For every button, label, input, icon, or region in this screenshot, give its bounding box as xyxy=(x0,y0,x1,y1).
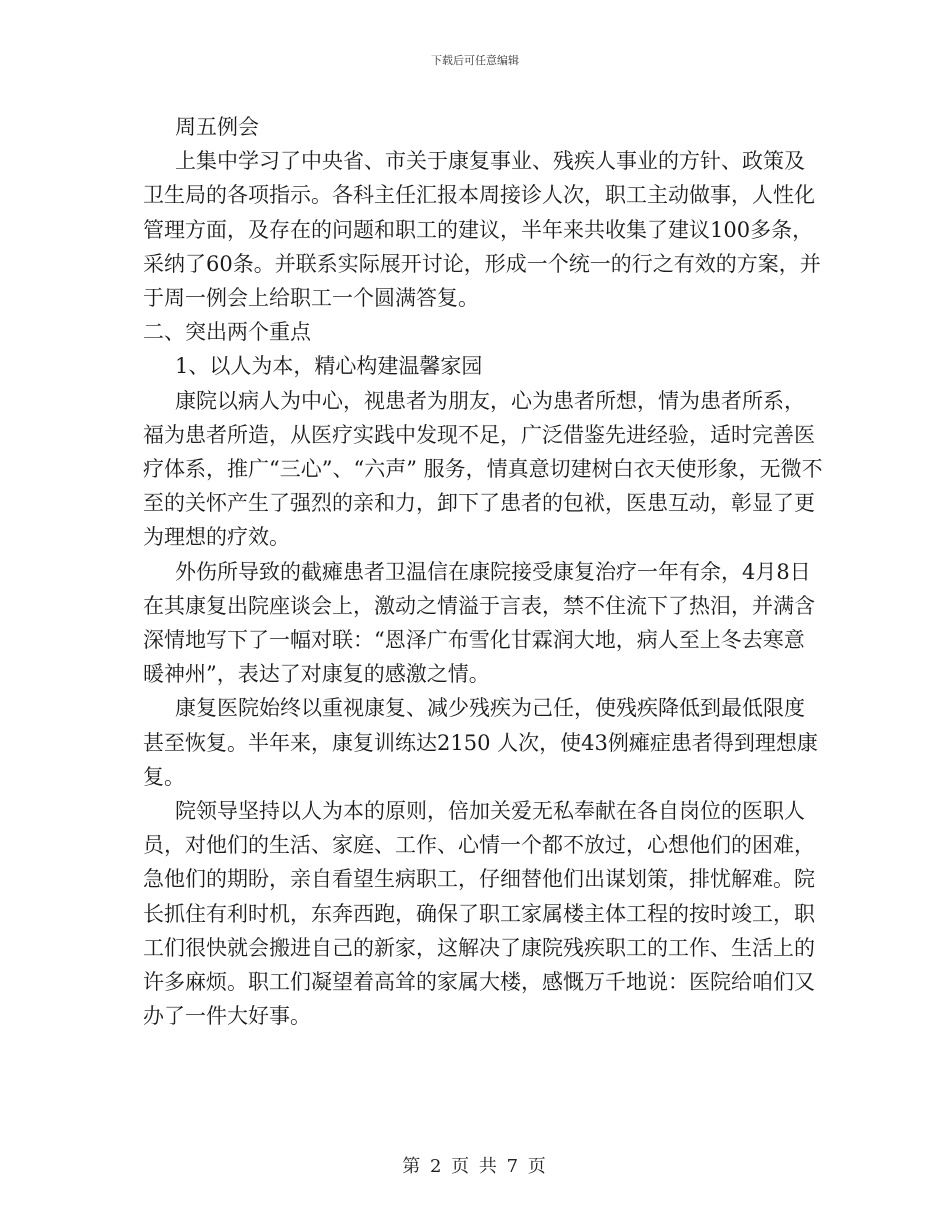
paragraph-patient-centered: 康院以病人为中心，视患者为朋友，心为患者所想，情为患者所系，福为患者所造，从医疗实践中发现不足，广泛借鉴先进经验，适时完善医疗体系，推广“三心”、“六声” 服务，情真意切建树白衣天使形象，无微不至的关怀产生了强烈的亲和力，卸下了患者的包袱，医患互动，彰显了更为理想的疗效。 xyxy=(143,388,823,550)
paragraph-staff-care: 院领导坚持以人为本的原则，倍加关爱无私奉献在各自岗位的医职人员，对他们的生活、家庭、工作、心情一个都不放过，心想他们的困难，急他们的期盼，亲自看望生病职工，仔细替他们出谋划策，排忧解难。院长抓住有利时机，东奔西跑，确保了职工家属楼主体工程的按时竣工，职工们很快就会搬进自己的新家，这解决了康院残疾职工的工作、生活上的许多麻烦。职工们凝望着高耸的家属大楼，感慨万千地说：医院给咱们又办了一件大好事。 xyxy=(143,799,815,1029)
page-number: 第 2 页 共 7 页 xyxy=(402,1156,548,1177)
section-title: 周五例会 xyxy=(175,115,259,139)
paragraph-meeting: 上集中学习了中央省、市关于康复事业、残疾人事业的方针、政策及卫生局的各项指示。各科主任汇报本周接诊人次，职工主动做事，人性化管理方面，及存在的问题和职工的建议，半年来共收集了建议100多条，采纳了60条。并联系实际展开讨论，形成一个统一的行之有效的方案，并于周一例会上给职工一个圆满答复。 xyxy=(143,149,821,311)
heading-two-key-points: 二、突出两个重点 xyxy=(143,320,311,345)
page-header-note: 下载后可任意编辑 xyxy=(431,54,519,67)
paragraph-rehab-stats: 康复医院始终以重视康复、减少残疾为己任，使残疾降低到最低限度甚至恢复。半年来，康复训练达2150 人次，使43例瘫症患者得到理想康复。 xyxy=(143,696,818,789)
subheading-people-oriented: 1、以人为本，精心构建温馨家园 xyxy=(175,354,483,379)
document-body xyxy=(143,110,823,1033)
paragraph-patient-story: 外伤所导致的截瘫患者卫温信在康院接受康复治疗一年有余，4月8日在其康复出院座谈会上，激动之情溢于言表，禁不住流下了热泪，并满含深情地写下了一幅对联：“恩泽广布雪化甘霖润大地，病人至上冬去寒意暖神州”，表达了对康复的感激之情。 xyxy=(143,559,815,687)
